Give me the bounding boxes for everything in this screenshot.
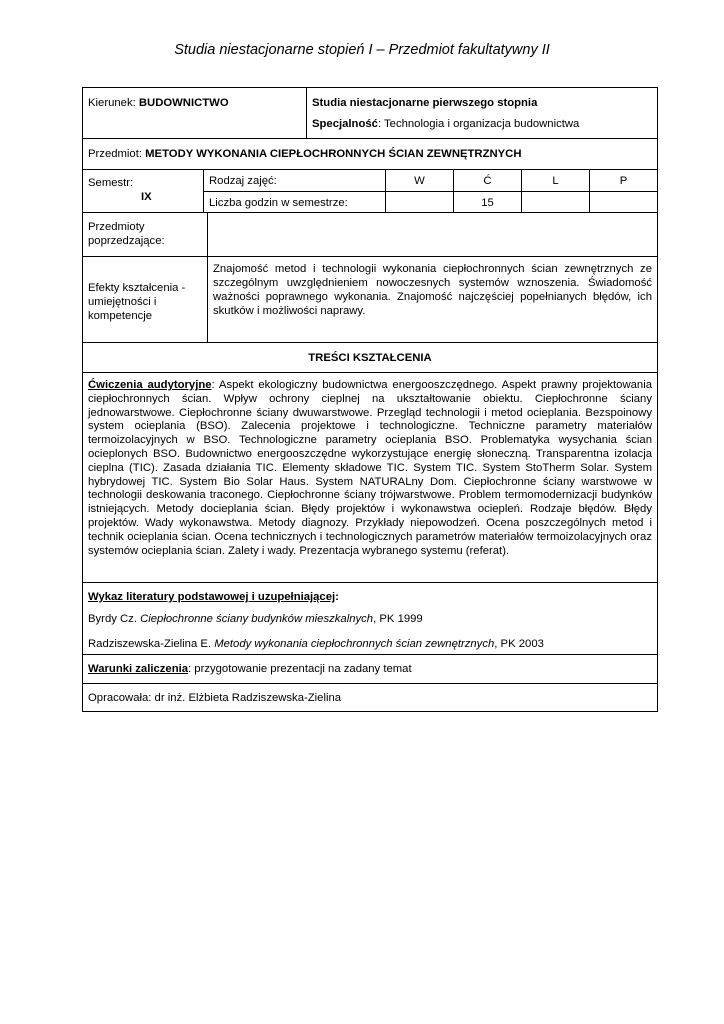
literature-publisher: , PK 1999: [373, 613, 423, 625]
study-type-cell: [306, 88, 657, 138]
prepared-by: Opracowała: dr inż. Elżbieta Radziszewska-Zielina: [83, 683, 657, 711]
pass-conditions-row: [83, 654, 657, 683]
hours-p: [589, 192, 657, 213]
literature-author: Radziszewska-Zielina E.: [88, 638, 215, 650]
exercises-text: : Aspekt ekologiczny budownictwa energooszczędnego. Aspekt prawny projektowania ciepłochronnych ścian. Wpływ ochrony cieplnej na ukształtowanie obiektu. Ciepłochronne ściany jednowarstwowe. Ciepłochronne ściany dwuwarstwowe. Przegląd technologii i metod ocieplania. Bezspoinowy system ocieplania (BSO). Zalecenia projektowe i technologiczne. Techniczne parametry materiałów termoizolacyjnych w BSO. Technologiczne parametry ocieplania BSO. Problematyka wysychania ścian ocieplonych BSO. Budownictwo energooszczędne wykorzystujące energię słoneczną. Transparentna izolacja cieplna (TIC). Zasada działania TIC. Elementy składowe TIC. System TIC. System StoTherm Solar. System hybrydowej TIC. System Bio Solar Haus. System NATURALny Dom. Ciepłochronne ściany warstwowe w technologii deskowania traconego. Ciepłochronne ściany trójwarstwowe. Problem termomodernizacji budynków istniejących. Metody docieplania ścian. Błędy projektów i wykonawstwa ociepleń. Rodzaje błędów. Błędy projektów. Wady wykonawstwa. Metody diagnozy. Przykłady niepowodzeń. Ocena poszczególnych metod i technik ocieplania ścian. Ocena technicznych i technologicznych parametrów materiałów termoizolacyjnych oraz systemów ocieplania ścian. Zalety i wady. Prezentacja wybranego systemu (referat).: [88, 379, 652, 557]
learning-outcomes-label: Efekty kształcenia - umiejętności i kompetencje: [88, 282, 186, 322]
study-type: Studia niestacjonarne pierwszego stopnia: [312, 97, 538, 109]
class-type-label: Rodzaj zajęć:: [209, 175, 277, 187]
literature-publisher: , PK 2003: [494, 638, 544, 650]
literature-item: [88, 612, 652, 626]
course-syllabus-table: [82, 87, 658, 712]
field-of-study-label: Kierunek:: [88, 97, 136, 109]
literature-item: [88, 637, 652, 651]
hours-w: [385, 192, 453, 213]
course-label: Przedmiot:: [88, 148, 142, 160]
prerequisites-label: Przedmioty poprzedzające:: [88, 221, 165, 247]
literature-section: [83, 582, 657, 654]
exercises-label: Ćwiczenia audytoryjne: [88, 379, 212, 391]
course-name: METODY WYKONANIA CIEPŁOCHRONNYCH ŚCIAN ZEWNĘTRZNYCH: [145, 148, 522, 160]
hours-c: 15: [453, 192, 521, 213]
specialization-label: Specjalność: [312, 118, 378, 130]
hours-row: [204, 191, 657, 213]
literature-heading-line: [88, 590, 652, 604]
course-name-row: [83, 138, 657, 169]
field-of-study-value: BUDOWNICTWO: [138, 97, 229, 109]
literature-heading: Wykaz literatury podstawowej i uzupełniającej: [88, 591, 336, 603]
prerequisites-value: [207, 213, 657, 256]
prerequisites-row: [83, 212, 657, 256]
specialization-value: : Technologia i organizacja budownictwa: [377, 118, 580, 130]
exercises-content: [83, 372, 657, 582]
pass-conditions-text: : przygotowanie prezentacji na zadany temat: [188, 663, 412, 675]
semester-row: [83, 169, 657, 212]
class-type-w: W: [385, 170, 453, 191]
field-of-study-cell: [83, 88, 306, 138]
semester-cell: [83, 170, 203, 212]
semester-value: IX: [141, 191, 152, 203]
class-type-c: Ć: [453, 170, 521, 191]
class-type-p: P: [589, 170, 657, 191]
learning-outcomes-text: Znajomość metod i technologii wykonania ciepłochronnych ścian zewnętrznych ze szczególnym uwzględnieniem nowoczesnych systemów wznoszenia. Świadomość ważności poprawnego wykonania. Znajomość najczęściej popełnianych błędów, ich skutków i możliwości naprawy.: [207, 257, 657, 342]
class-type-l: L: [521, 170, 589, 191]
hours-l: [521, 192, 589, 213]
learning-outcomes-row: [83, 256, 657, 342]
program-info-row: [83, 88, 657, 138]
specialization: [312, 117, 652, 131]
hours-label: Liczba godzin w semestrze:: [209, 196, 348, 209]
literature-title: Ciepłochronne ściany budynków mieszkalnych: [140, 613, 374, 625]
semester-label: Semestr:: [88, 177, 134, 189]
literature-heading-colon: :: [335, 591, 339, 603]
literature-author: Byrdy Cz.: [88, 613, 141, 625]
class-hours-grid: [203, 170, 657, 212]
class-type-row: [204, 170, 657, 191]
content-heading: TREŚCI KSZTAŁCENIA: [83, 342, 657, 372]
page-header-title: Studia niestacjonarne stopień I – Przedmiot fakultatywny II: [174, 42, 550, 58]
pass-conditions-label: Warunki zaliczenia: [88, 663, 189, 675]
literature-title: Metody wykonania ciepłochronnych ścian zewnętrznych: [214, 638, 495, 650]
